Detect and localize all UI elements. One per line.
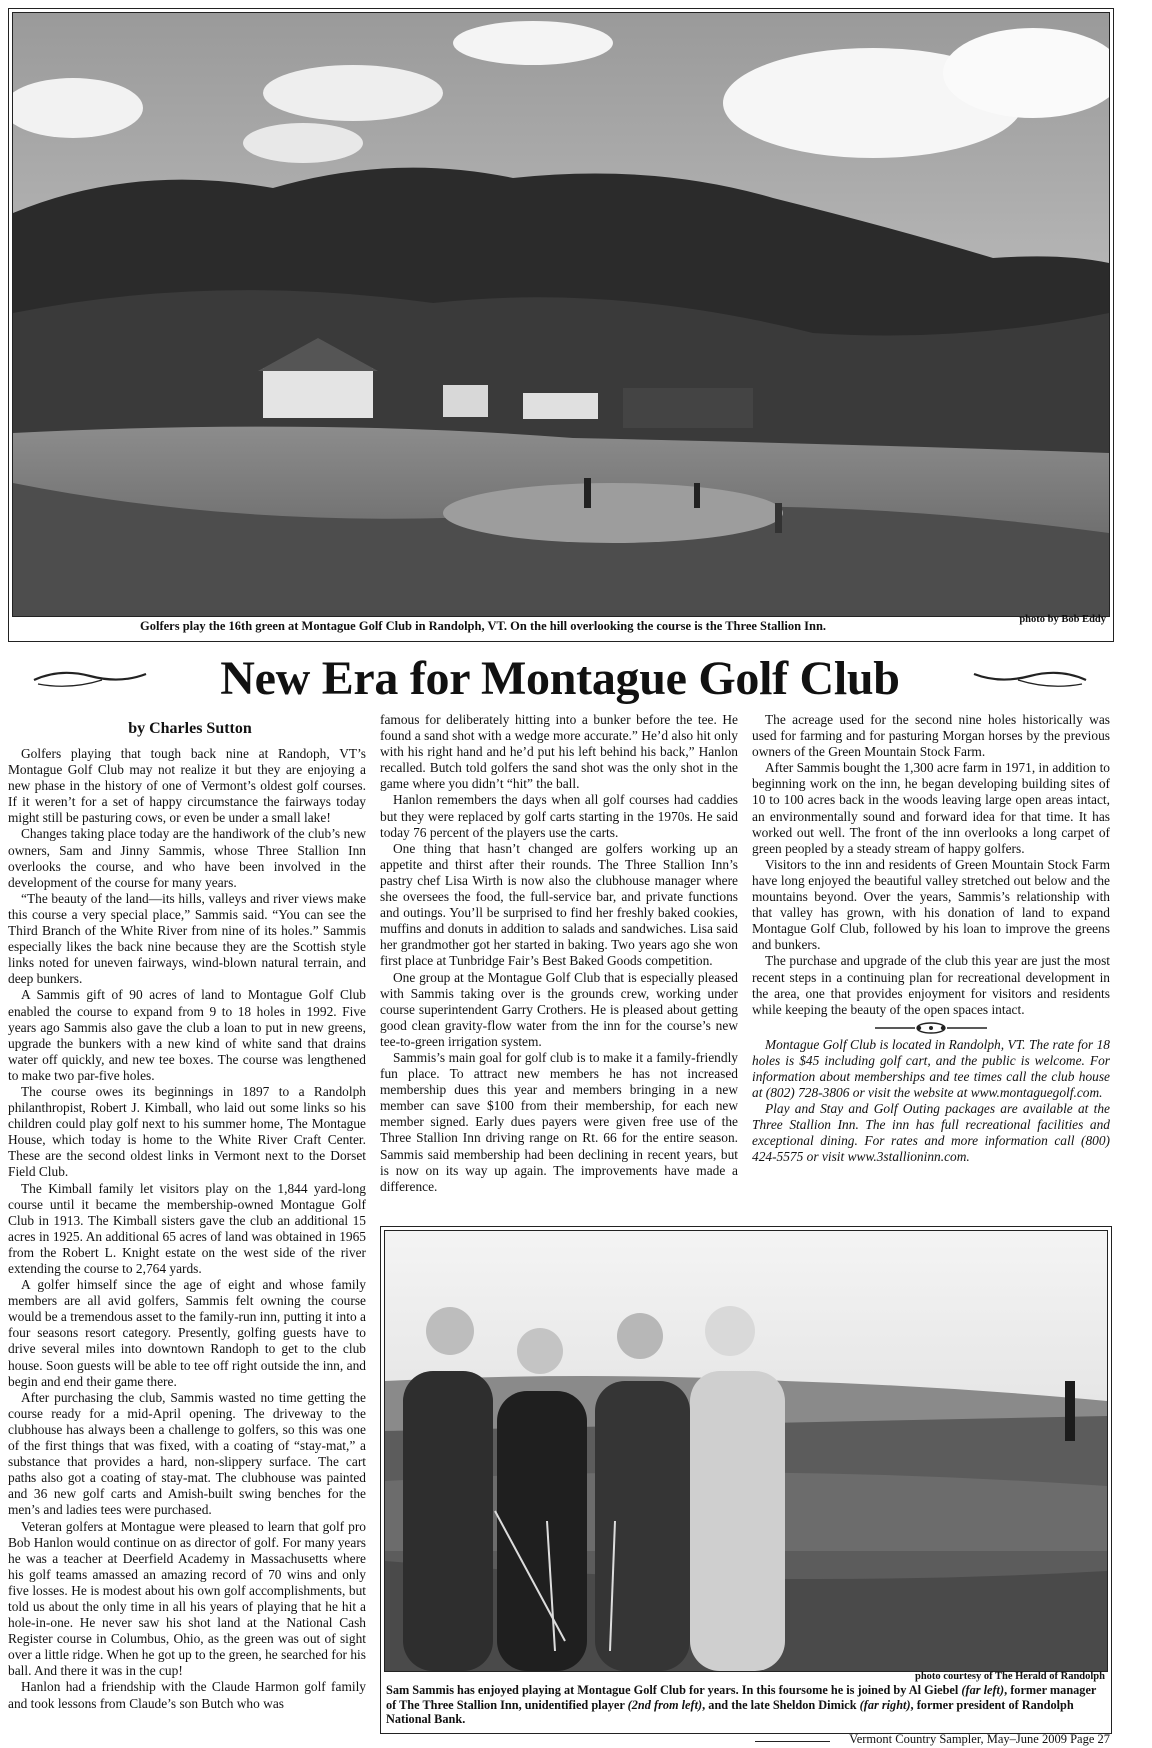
top-photo-caption: Golfers play the 16th green at Montague Golf Club in Randolph, VT. On the hill overlooking the course is the Three Stallion Inn.: [140, 619, 827, 633]
folio: Vermont Country Sampler, May–June 2009 Page 27: [849, 1732, 1110, 1746]
folio-rule: [755, 1741, 830, 1742]
caption-text: , and the late Sheldon Dimick: [702, 1697, 860, 1712]
top-photo: [12, 12, 1110, 617]
caption-text: Sam Sammis has enjoyed playing at Montague Golf Club for years. In this foursome he is joined by Al Giebel: [386, 1683, 962, 1697]
bottom-photo-caption: [386, 1683, 1106, 1727]
paragraph: One group at the Montague Golf Club that is especially pleased with Sammis taking over is the grounds crew, working under course superintendent Garry Crothers. He is pleased about getting good clean gravity-flow water from the inn for the course’s new tee-to-green irrigation system.: [380, 969, 738, 1049]
caption-italic: (far left): [961, 1683, 1005, 1697]
paragraph: The course owes its beginnings in 1897 to a Randolph philanthropist, Robert J. Kimball, who laid out some links so his children could play golf next to his summer home, The Montague House, which today is home to the White River Craft Center. These are the second oldest links in Vermont next to the Dorset Field Club.: [8, 1083, 366, 1180]
paragraph: Sammis’s main goal for golf club is to make it a family-friendly fun place. To attract new members he has not increased membership dues this year and members bringing in a new member can save $100 from their membership, for each new member signed. Early dues payers were given free use of the Three Stallion Inn driving range on Rt. 66 for the entire season. Sammis said membership had been declining in recent years, but is now on its way up again. The improvements have made a difference.: [380, 1049, 738, 1194]
article-column-1: [8, 746, 366, 1712]
ornament-divider-icon: [871, 1021, 991, 1035]
paragraph: Hanlon remembers the days when all golf courses had caddies but they were replaced by golf carts starting in the 1970s. He said today 76 percent of the players use the carts.: [380, 792, 738, 840]
top-photo-credit: photo by Bob Eddy: [1019, 614, 1106, 625]
paragraph: The purchase and upgrade of the club this year are just the most recent steps in a continuing plan for recreational development in the area, one that provides enjoyment for visitors and residents while keeping the beauty of the open spaces intact.: [752, 953, 1110, 1017]
paragraph: A golfer himself since the age of eight and whose family members are all avid golfers, Sammis felt owning the course would be a tremendous asset to the family-run inn, putting it into a four seasons resort category. Presently, golfing guests have to drive several miles into downtown Randoph to get to the club house. Soon guests will be able to tee off right outside the inn, and begin and end their game there.: [8, 1277, 366, 1389]
caption-italic: (2nd from left): [627, 1697, 703, 1712]
paragraph: One thing that hasn’t changed are golfers working up an appetite and thirst after their rounds. The Three Stallion Inn’s pastry chef Lisa Wirth is now also the clubhouse manager where she oversees the food, the full-service bar, and private functions and outings. You’ll be surprised to find her freshly baked cookies, muffins and donuts in addition to salads and sandwiches. Lisa said her grandmother got her started in baking. Two years ago she won first place at Tunbridge Fair’s Best Baked Goods competition.: [380, 840, 738, 969]
caption-text: , former president of Randolph National Bank.: [386, 1697, 1074, 1726]
paragraph: After purchasing the club, Sammis wasted no time getting the course ready for a mid-April opening. The driveway to the clubhouse has always been a challenge to golfers, so this was one of the first things that was fixed, with a coating of “stay-mat,” a substance that provides a hard, non-slippery surface. The cart paths also got a coating of stay-mat. The clubhouse was painted and 36 new golf carts and Amish-built swing benches for the men’s and ladies tees were purchased.: [8, 1389, 366, 1518]
paragraph: Changes taking place today are the handiwork of the club’s new owners, Sam and Jinny Sammis, whose Three Stallion Inn overlooks the course, and who have been involved in the development of the course for many years.: [8, 826, 366, 890]
caption-text: , former manager of The Three Stallion Inn, unidentified player: [386, 1683, 1097, 1712]
headline: New Era for Montague Golf Club: [220, 652, 900, 705]
left-flourish: [30, 664, 150, 694]
caption-italic: (far right): [859, 1697, 911, 1712]
paragraph: Golfers playing that tough back nine at Randoph, VT’s Montague Golf Club may not realize it but they are enjoying a new phase in the history of one of Vermont’s oldest golf courses. If it weren’t for a set of happy circumstance the fairways today might still be pasturing cows, or even be under a small lake!: [8, 746, 366, 826]
paragraph: Veteran golfers at Montague were pleased to learn that golf pro Bob Hanlon would continue on as director of golf. For many years he was a teacher at Deerfield Academy in Massachusetts where his golf teams amassed an amazing record of 70 wins and only five losses. He is modest about his own golf accomplishments, but told us about the only time in all his years of playing that he hit a hole-in-one. He never saw his shot land at the National Cash Register course in Columbus, Ohio, as the green was out of sight over a little ridge. When he got up to the green, he searched for his ball. And there it was in the cup!: [8, 1518, 366, 1679]
paragraph: famous for deliberately hitting into a bunker before the tee. He found a sand shot with a wedge more accurate.” He’d also hit only with his right hand and he’d put his left behind his back,” Hanlon recalled. Butch told golfers the sand shot was the only shot in the game where you didn’t “hit” the ball.: [380, 712, 738, 792]
right-flourish: [970, 664, 1090, 694]
bottom-photo-credit: photo courtesy of The Herald of Randolph: [915, 1671, 1105, 1682]
bottom-photo: [384, 1230, 1108, 1672]
paragraph: The acreage used for the second nine holes historically was used for farming and for pasturing Morgan horses by the previous owners of the Green Mountain Stock Farm.: [752, 712, 1110, 760]
paragraph: Visitors to the inn and residents of Green Mountain Stock Farm have long enjoyed the beautiful valley stretched out below and the mountains beyond. Over the years, Sammis’s relationship with that valley has grown, with his donation of land to expand Montague Golf Club, followed by his loan to improve the greens and bunkers.: [752, 856, 1110, 953]
paragraph: Hanlon had a friendship with the Claude Harmon golf family and took lessons from Claude’s son Butch who was: [8, 1679, 366, 1711]
paragraph: The Kimball family let visitors play on the 1,844 yard-long course until it became the membership-owned Montague Golf Club in 1913. The Kimball sisters gave the club an additional 15 acres in 1925. An additional 65 acres of land was obtained in 1965 from the Robert L. Knight estate on the west side of the river extending the course to 2,764 yards.: [8, 1180, 366, 1276]
info-paragraph: Play and Stay and Golf Outing packages are available at the Three Stallion Inn. The inn has full recreational facilities and exceptional dining. For rates and more information call (800) 424-5575 or visit www.3stallioninn.com.: [752, 1101, 1110, 1165]
paragraph: After Sammis bought the 1,300 acre farm in 1971, in addition to beginning work on the inn, he began developing building sites of 10 to 100 acres back in the woods leaving large open areas intact, an environmentally sound and forward idea for that time. It has worked out well. The front of the inn overlooks a long carpet of green peopled by a steady stream of happy golfers.: [752, 760, 1110, 856]
article-column-2: [380, 712, 738, 1195]
paragraph: A Sammis gift of 90 acres of land to Montague Golf Club enabled the course to expand from 9 to 18 holes in 1992. Five years ago Sammis also gave the club a loan to put in new greens, upgrade the bunkers with a new kind of white sand that drains water off quickly, and new tee boxes. The course was lengthened to make two par-five holes.: [8, 987, 366, 1083]
paragraph: “The beauty of the land—its hills, valleys and river views make this course a very special place,” Sammis said. “You can see the Third Branch of the White River from nine of its holes.” Sammis especially likes the back nine because they are the Scottish style links noted for uneven fairways, wind-blown natural terrain, and deep bunkers.: [8, 890, 366, 987]
info-paragraph: Montague Golf Club is located in Randolph, VT. The rate for 18 holes is $45 including golf cart, and the public is welcome. For information about memberships and tee times call the club house at (802) 728-3806 or visit the website at www.montaguegolf.com.: [752, 1036, 1110, 1101]
byline: by Charles Sutton: [128, 720, 252, 737]
article-column-3: [752, 712, 1110, 1166]
